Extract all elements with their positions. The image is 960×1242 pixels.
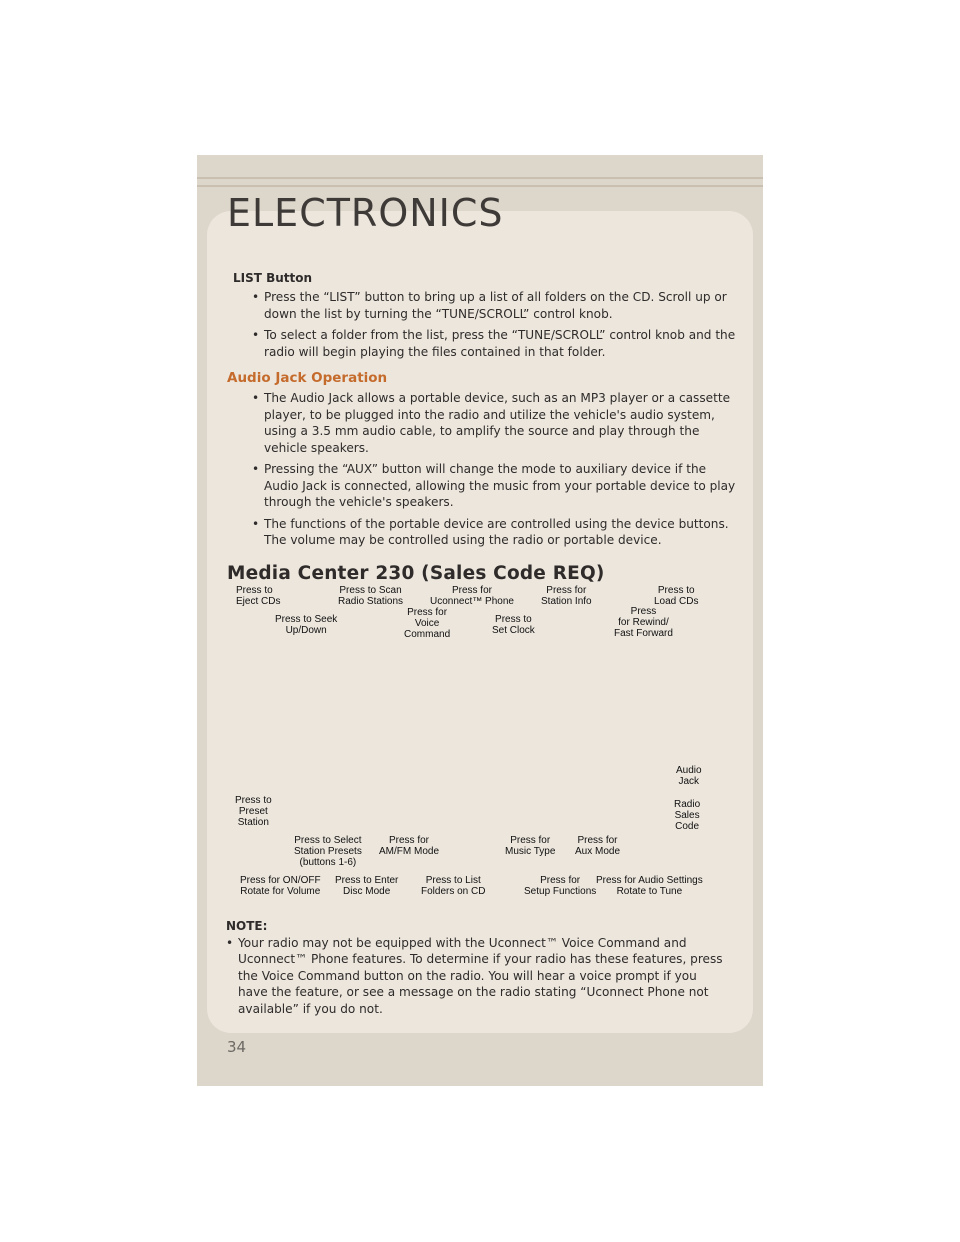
- callout-aux-mode: Press for Aux Mode: [575, 835, 621, 857]
- section-title: ELECTRONICS: [227, 191, 504, 235]
- audio-jack-heading: Audio Jack Operation: [227, 370, 388, 386]
- callout-preset: Press to Preset Station: [235, 795, 272, 828]
- callout-station-info: Press for Station Info: [541, 585, 592, 607]
- body-content: [227, 271, 737, 584]
- callout-music-type: Press for Music Type: [505, 835, 556, 857]
- note-title: NOTE:: [226, 919, 268, 933]
- list-item: • Your radio may not be equipped with the Uconnect™ Voice Command and Uconnect™ Phone features. To determine if your radio has these features, press the Voice Command button on the radio. You will hear a voice prompt if you have the feature, or see a message on the radio stating “Uconnect Phone not available” if you do not.: [226, 935, 723, 1016]
- callout-select-presets: Press to Select Station Presets (buttons 1-6): [294, 835, 362, 868]
- callout-amfm: Press for AM/FM Mode: [379, 835, 440, 857]
- callout-scan: Press to Scan Radio Stations: [338, 585, 404, 607]
- callout-rewind-ff: Press for Rewind/ Fast Forward: [614, 606, 673, 639]
- note-block: [226, 918, 726, 1017]
- callout-audio-jack: Audio Jack: [676, 765, 702, 787]
- list-item: • The functions of the portable device are controlled using the device buttons. The volume may be controlled using the radio or portable device.: [252, 516, 729, 547]
- callout-seek: Press to Seek Up/Down: [275, 614, 338, 636]
- note-bullets: [226, 935, 726, 1018]
- media-center-heading: Media Center 230 (Sales Code REQ): [227, 562, 605, 584]
- callout-set-clock: Press to Set Clock: [492, 614, 535, 636]
- list-button-heading: LIST Button: [233, 271, 313, 285]
- callout-setup: Press for Setup Functions: [524, 875, 597, 897]
- top-rule: [197, 177, 763, 179]
- callout-uconnect-phone: Press for Uconnect™ Phone: [430, 585, 514, 607]
- top-rule-2: [197, 185, 763, 187]
- callout-voice: Press for Voice Command: [404, 607, 451, 640]
- audio-jack-bullets: [227, 390, 737, 549]
- list-item: • The Audio Jack allows a portable device, such as an MP3 player or a cassette player, to be plugged into the radio and utilize the vehicle's audio system, using a 3.5 mm audio cable, to amplify the source and play through the vehicle speakers.: [252, 391, 731, 455]
- callout-load-cds: Press to Load CDs: [654, 585, 699, 607]
- page-number: 34: [227, 1038, 247, 1056]
- radio-diagram: [226, 580, 738, 900]
- callout-eject: Press to Eject CDs: [236, 585, 281, 607]
- callout-list-folders: Press to List Folders on CD: [421, 875, 486, 897]
- list-item: • To select a folder from the list, press the “TUNE/SCROLL” control knob and the radio will begin playing the files contained in that folder.: [252, 328, 736, 359]
- callout-sales-code: Radio Sales Code: [674, 799, 701, 832]
- list-item: • Press the “LIST” button to bring up a list of all folders on the CD. Scroll up or down the list by turning the “TUNE/SCROLL” control knob.: [252, 290, 727, 321]
- callout-disc-mode: Press to Enter Disc Mode: [335, 875, 399, 897]
- callout-onoff: Press for ON/OFF Rotate for Volume: [240, 875, 321, 897]
- list-item: • Pressing the “AUX” button will change the mode to auxiliary device if the Audio Jack is connected, allowing the music from your portable device to play through the vehicle's speakers.: [252, 462, 736, 509]
- list-button-bullets: [227, 289, 737, 360]
- callout-audio-settings: Press for Audio Settings Rotate to Tune: [596, 875, 703, 897]
